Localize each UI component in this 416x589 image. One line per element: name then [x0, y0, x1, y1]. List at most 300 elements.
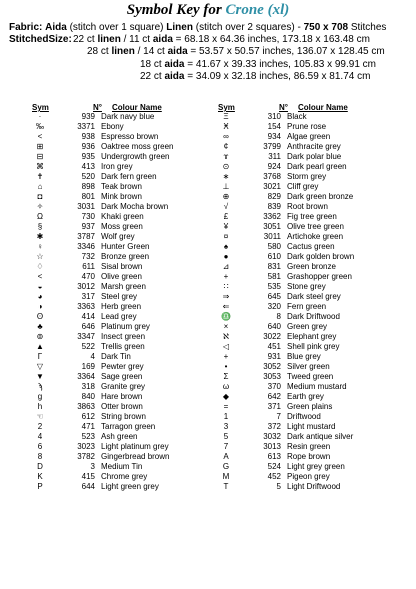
dmc-number: 415	[81, 472, 95, 481]
colour-name: Green plains	[287, 402, 333, 411]
key-row	[211, 142, 382, 152]
colour-name: Khaki green	[101, 212, 144, 221]
key-row	[25, 172, 196, 182]
symbol: =	[223, 402, 229, 411]
key-row	[211, 152, 382, 162]
colour-name: Dark navy blue	[101, 112, 155, 121]
symbol: M	[222, 472, 230, 481]
key-row	[211, 202, 382, 212]
key-row	[211, 212, 382, 222]
key-row	[211, 262, 382, 272]
symbol: ▽	[36, 362, 44, 371]
colour-name: Stone grey	[287, 282, 326, 291]
colour-name: Moss green	[101, 222, 143, 231]
key-row	[211, 432, 382, 442]
key-row	[211, 112, 382, 122]
symbol: ·	[38, 112, 42, 121]
size-prefix: 28 ct	[87, 46, 109, 57]
colour-name: String brown	[101, 412, 146, 421]
key-row	[25, 182, 196, 192]
header-num: N°	[279, 103, 288, 112]
dmc-number: 451	[267, 342, 281, 351]
key-row	[211, 392, 382, 402]
colour-name: Algae green	[287, 132, 331, 141]
dmc-number: 318	[81, 382, 95, 391]
colour-name: Light mustard	[287, 422, 336, 431]
symbol: T	[223, 482, 229, 491]
header-sym: Sym	[32, 103, 49, 112]
dmc-number: 3768	[263, 172, 281, 181]
symbol: +	[223, 272, 229, 281]
symbol: Ξ	[223, 112, 229, 121]
symbol: ⊚	[36, 332, 44, 341]
dmc-number: 3362	[263, 212, 281, 221]
symbol-key-left	[25, 112, 196, 492]
symbol: ¥	[223, 222, 229, 231]
fabric-aida-note: (stitch over 1 square)	[69, 22, 164, 33]
dmc-number: 471	[81, 422, 95, 431]
colour-name: Cactus green	[287, 242, 335, 251]
key-row	[211, 132, 382, 142]
key-row	[25, 212, 196, 222]
colour-name: Iron grey	[101, 162, 133, 171]
dmc-number: 370	[267, 382, 281, 391]
header-num: N°	[93, 103, 102, 112]
key-row	[211, 452, 382, 462]
key-row	[211, 302, 382, 312]
dmc-number: 154	[267, 122, 281, 131]
symbol: ϡ	[37, 382, 43, 391]
symbol: 8	[37, 452, 43, 461]
key-row	[25, 432, 196, 442]
key-row	[25, 472, 196, 482]
fabric-line	[9, 22, 386, 33]
dmc-number: 829	[267, 192, 281, 201]
colour-name: Artichoke green	[287, 232, 344, 241]
colour-name: Light platinum grey	[101, 442, 169, 451]
fabric-linen: Linen	[166, 22, 193, 33]
key-row	[25, 362, 196, 372]
key-row	[211, 332, 382, 342]
dmc-number: 642	[267, 392, 281, 401]
dmc-number: 612	[81, 412, 95, 421]
symbol: 5	[223, 432, 229, 441]
key-row	[211, 462, 382, 472]
dmc-number: 610	[267, 252, 281, 261]
dmc-number: 645	[267, 292, 281, 301]
colour-name: Hunter Green	[101, 242, 150, 251]
dmc-number: 371	[267, 402, 281, 411]
colour-name: Ebony	[101, 122, 124, 131]
colour-name: Pigeon grey	[287, 472, 330, 481]
size-value: = 53.57 x 50.57 inches, 136.07 x 128.45 cm	[190, 46, 385, 57]
dmc-number: 524	[267, 462, 281, 471]
page-title	[0, 2, 416, 19]
symbol: £	[223, 212, 229, 221]
symbol: ✧	[36, 202, 44, 211]
key-row	[211, 322, 382, 332]
dmc-number: 3012	[77, 282, 95, 291]
dmc-number: 3032	[263, 432, 281, 441]
dmc-number: 730	[81, 212, 95, 221]
size-value: = 34.09 x 32.18 inches, 86.59 x 81.74 cm	[187, 71, 371, 82]
key-row	[25, 402, 196, 412]
key-row	[25, 462, 196, 472]
stitched-size-label-line	[9, 34, 72, 45]
symbol: §	[37, 222, 43, 231]
dmc-number: 523	[81, 432, 95, 441]
colour-name: Dark golden brown	[287, 252, 355, 261]
colour-name: Prune rose	[287, 122, 327, 131]
symbol: Γ	[37, 352, 43, 361]
symbol: ℵ	[223, 332, 229, 341]
symbol: h	[37, 402, 43, 411]
symbol: ◑	[37, 302, 43, 311]
size-line	[140, 59, 376, 70]
key-row	[25, 322, 196, 332]
key-row	[211, 382, 382, 392]
dmc-number: 3031	[77, 202, 95, 211]
key-row	[211, 352, 382, 362]
dmc-number: 470	[81, 272, 95, 281]
dmc-number: 801	[81, 192, 95, 201]
symbol: ⊞	[36, 142, 44, 151]
key-row	[211, 242, 382, 252]
colour-name: Herb green	[101, 302, 142, 311]
dmc-number: 939	[81, 112, 95, 121]
dmc-number: 3022	[263, 332, 281, 341]
colour-name: Root brown	[287, 202, 328, 211]
fabric-aida: Aida	[45, 22, 67, 33]
symbol: ‰	[36, 122, 44, 131]
symbol: ✱	[36, 232, 44, 241]
symbol: ⊟	[36, 152, 44, 161]
dmc-number: 3052	[263, 362, 281, 371]
colour-name: Wolf grey	[101, 232, 135, 241]
symbol: ⇒	[222, 292, 230, 301]
colour-name: Dark green bronze	[287, 192, 354, 201]
key-row	[211, 362, 382, 372]
symbol: 4	[37, 432, 43, 441]
colour-name: Grashopper green	[287, 272, 352, 281]
symbol: ☆	[36, 252, 44, 261]
dmc-number: 839	[267, 202, 281, 211]
dmc-number: 613	[267, 452, 281, 461]
dmc-number: 3346	[77, 242, 95, 251]
colour-name: Lead grey	[101, 312, 137, 321]
key-row	[25, 202, 196, 212]
symbol: <	[37, 272, 43, 281]
key-row	[211, 192, 382, 202]
dmc-number: 5	[276, 482, 281, 491]
dmc-number: 3364	[77, 372, 95, 381]
key-row	[211, 412, 382, 422]
stitch-count: 750 x 708	[303, 22, 349, 33]
symbol: ¤	[223, 232, 229, 241]
dmc-number: 520	[81, 172, 95, 181]
colour-name: Dark antique silver	[287, 432, 354, 441]
dmc-number: 3053	[263, 372, 281, 381]
colour-name: Light Driftwood	[287, 482, 341, 491]
symbol: Ӿ	[223, 122, 229, 131]
colour-name: Insect green	[101, 332, 146, 341]
colour-name: Green bronze	[287, 262, 336, 271]
key-row	[211, 372, 382, 382]
size-aida: aida	[167, 46, 188, 57]
key-row	[211, 182, 382, 192]
dmc-number: 414	[81, 312, 95, 321]
dmc-number: 169	[81, 362, 95, 371]
colour-name: Blue grey	[287, 352, 321, 361]
symbol: D	[37, 462, 43, 471]
symbol: ¢	[223, 142, 229, 151]
colour-name: Dark polar blue	[287, 152, 342, 161]
colour-name: Shell pink grey	[287, 342, 340, 351]
colour-name: Fern green	[287, 302, 327, 311]
symbol: A	[223, 452, 229, 461]
colour-name: Silver green	[287, 362, 330, 371]
dmc-number: 935	[81, 152, 95, 161]
symbol: 6	[37, 442, 43, 451]
key-row	[211, 442, 382, 452]
colour-name: Platinum grey	[101, 322, 150, 331]
dmc-number: 3363	[77, 302, 95, 311]
size-aida: aida	[164, 71, 185, 82]
key-row	[25, 282, 196, 292]
symbol: ◁	[222, 342, 230, 351]
key-row	[25, 272, 196, 282]
symbol: √	[223, 202, 229, 211]
key-row	[25, 252, 196, 262]
key-row	[25, 302, 196, 312]
dmc-number: 898	[81, 182, 95, 191]
symbol: ♢	[36, 262, 44, 271]
colour-name: Elephant grey	[287, 332, 337, 341]
key-row	[25, 262, 196, 272]
key-row	[25, 442, 196, 452]
symbol: <	[37, 132, 43, 141]
colour-name: Medium Tin	[101, 462, 143, 471]
size-line	[140, 71, 370, 82]
symbol: ⊙	[222, 162, 230, 171]
dmc-number: 3	[90, 462, 95, 471]
colour-name: Ash green	[101, 432, 138, 441]
colour-name: Anthracite grey	[287, 142, 341, 151]
dmc-number: 413	[81, 162, 95, 171]
key-row	[211, 292, 382, 302]
key-row	[25, 292, 196, 302]
colour-name: Earth grey	[287, 392, 324, 401]
symbol-key-right	[211, 112, 382, 492]
colour-name: Oaktree moss green	[101, 142, 174, 151]
key-row	[25, 392, 196, 402]
size-linen: linen	[97, 34, 121, 45]
key-row	[25, 482, 196, 492]
colour-name: Dark pearl green	[287, 162, 347, 171]
key-row	[25, 152, 196, 162]
colour-name: Teak brown	[101, 182, 142, 191]
colour-name: Cliff grey	[287, 182, 319, 191]
colour-name: Steel grey	[101, 292, 138, 301]
colour-name: Light grey green	[287, 462, 345, 471]
size-mid: / 11 ct	[123, 34, 151, 45]
symbol: Ω	[37, 212, 43, 221]
key-row	[25, 422, 196, 432]
symbol: ʘ	[36, 312, 44, 321]
colour-name: Dark fern green	[101, 172, 157, 181]
key-row	[211, 222, 382, 232]
size-prefix: 22 ct	[73, 34, 95, 45]
pattern-name: Crone (xl)	[225, 2, 290, 18]
size-aida: aida	[164, 59, 185, 70]
key-row	[211, 162, 382, 172]
key-row	[25, 112, 196, 122]
dmc-number: 581	[267, 272, 281, 281]
key-row	[25, 232, 196, 242]
symbol: ◆	[222, 392, 230, 401]
header-sym: Sym	[218, 103, 235, 112]
colour-name: Light green grey	[101, 482, 159, 491]
colour-name: Chrome grey	[101, 472, 148, 481]
colour-name: Fig tree green	[287, 212, 337, 221]
dmc-number: 7	[276, 412, 281, 421]
colour-name: Rope brown	[287, 452, 331, 461]
symbol: ∷	[223, 282, 229, 291]
dmc-number: 4	[90, 352, 95, 361]
symbol: 2	[37, 422, 43, 431]
size-value: = 41.67 x 39.33 inches, 105.83 x 99.91 cm	[187, 59, 377, 70]
colour-name: Espresso brown	[101, 132, 159, 141]
dmc-number: 3021	[263, 182, 281, 191]
colour-name: Olive green	[101, 272, 142, 281]
symbol: ✝	[36, 172, 44, 181]
symbol: ∞	[223, 132, 229, 141]
symbol: ▲	[36, 342, 44, 351]
symbol: ♣	[37, 322, 43, 331]
symbol: •	[224, 362, 228, 371]
symbol: ×	[223, 322, 229, 331]
dmc-number: 937	[81, 222, 95, 231]
colour-name: Tarragon green	[101, 422, 156, 431]
dmc-number: 3011	[263, 232, 281, 241]
dmc-number: 3799	[263, 142, 281, 151]
symbol: ●	[223, 252, 229, 261]
symbol: 3	[223, 422, 229, 431]
key-row	[25, 342, 196, 352]
key-row	[25, 192, 196, 202]
dmc-number: 931	[267, 352, 281, 361]
dmc-number: 936	[81, 142, 95, 151]
key-row	[211, 122, 382, 132]
dmc-number: 320	[267, 302, 281, 311]
dmc-number: 3347	[77, 332, 95, 341]
key-row	[211, 472, 382, 482]
size-linen: linen	[111, 46, 135, 57]
colour-name: Dark steel grey	[287, 292, 341, 301]
key-row	[25, 412, 196, 422]
colour-name: Pewter grey	[101, 362, 144, 371]
symbol: ◒	[37, 282, 43, 291]
symbol: 1	[223, 412, 229, 421]
dmc-number: 3051	[263, 222, 281, 231]
key-row	[25, 222, 196, 232]
stitches-word: Stitches	[350, 22, 387, 33]
symbol: ⊕	[222, 192, 230, 201]
title-prefix: Symbol Key for	[126, 2, 222, 18]
colour-name: Dark Tin	[101, 352, 131, 361]
key-row	[25, 132, 196, 142]
key-row	[211, 282, 382, 292]
size-prefix: 18 ct	[140, 59, 162, 70]
colour-name: Sage green	[101, 372, 143, 381]
symbol: ω	[222, 382, 230, 391]
key-row	[25, 122, 196, 132]
key-row	[211, 482, 382, 492]
size-line	[87, 46, 385, 57]
dmc-number: 452	[267, 472, 281, 481]
dmc-number: 535	[267, 282, 281, 291]
dmc-number: 840	[81, 392, 95, 401]
symbol: ♠	[223, 242, 229, 251]
key-row	[25, 352, 196, 362]
size-aida: aida	[152, 34, 173, 45]
colour-name: Undergrowth green	[101, 152, 170, 161]
symbol: ɤ	[223, 152, 229, 161]
symbol: ⇐	[222, 302, 230, 311]
size-value: = 68.18 x 64.36 inches, 173.18 x 163.48 cm	[175, 34, 370, 45]
colour-name: Olive tree green	[287, 222, 344, 231]
key-row	[25, 382, 196, 392]
colour-name: Hare brown	[101, 392, 143, 401]
dmc-number: 317	[81, 292, 95, 301]
fabric-label: Fabric:	[9, 22, 43, 33]
dmc-number: 831	[267, 262, 281, 271]
header-name: Colour Name	[298, 103, 348, 112]
dmc-number: 372	[267, 422, 281, 431]
symbol: ☜	[36, 412, 44, 421]
header-name: Colour Name	[112, 103, 162, 112]
dmc-number: 938	[81, 132, 95, 141]
colour-name: Driftwood	[287, 412, 321, 421]
colour-name: Bronze green	[101, 252, 150, 261]
colour-name: Gingerbread brown	[101, 452, 170, 461]
symbol: ⌘	[36, 162, 44, 171]
dmc-number: 310	[267, 112, 281, 121]
dmc-number: 3863	[77, 402, 95, 411]
symbol: ⊿	[222, 262, 230, 271]
symbol: ⊥	[222, 182, 230, 191]
colour-name: Black	[287, 112, 307, 121]
key-row	[211, 172, 382, 182]
colour-name: Sisal brown	[101, 262, 143, 271]
key-row	[211, 232, 382, 242]
colour-name: Trellis green	[101, 342, 145, 351]
colour-name: Mink brown	[101, 192, 142, 201]
dmc-number: 8	[276, 312, 281, 321]
key-row	[25, 332, 196, 342]
key-row	[25, 142, 196, 152]
symbol: ∗	[222, 172, 230, 181]
colour-name: Storm grey	[287, 172, 327, 181]
dmc-number: 311	[268, 152, 281, 161]
dmc-number: 3787	[77, 232, 95, 241]
dmc-number: 646	[81, 322, 95, 331]
symbol: G	[222, 462, 230, 471]
dmc-number: 3782	[77, 452, 95, 461]
key-row	[211, 422, 382, 432]
colour-name: Green grey	[287, 322, 328, 331]
key-row	[25, 452, 196, 462]
